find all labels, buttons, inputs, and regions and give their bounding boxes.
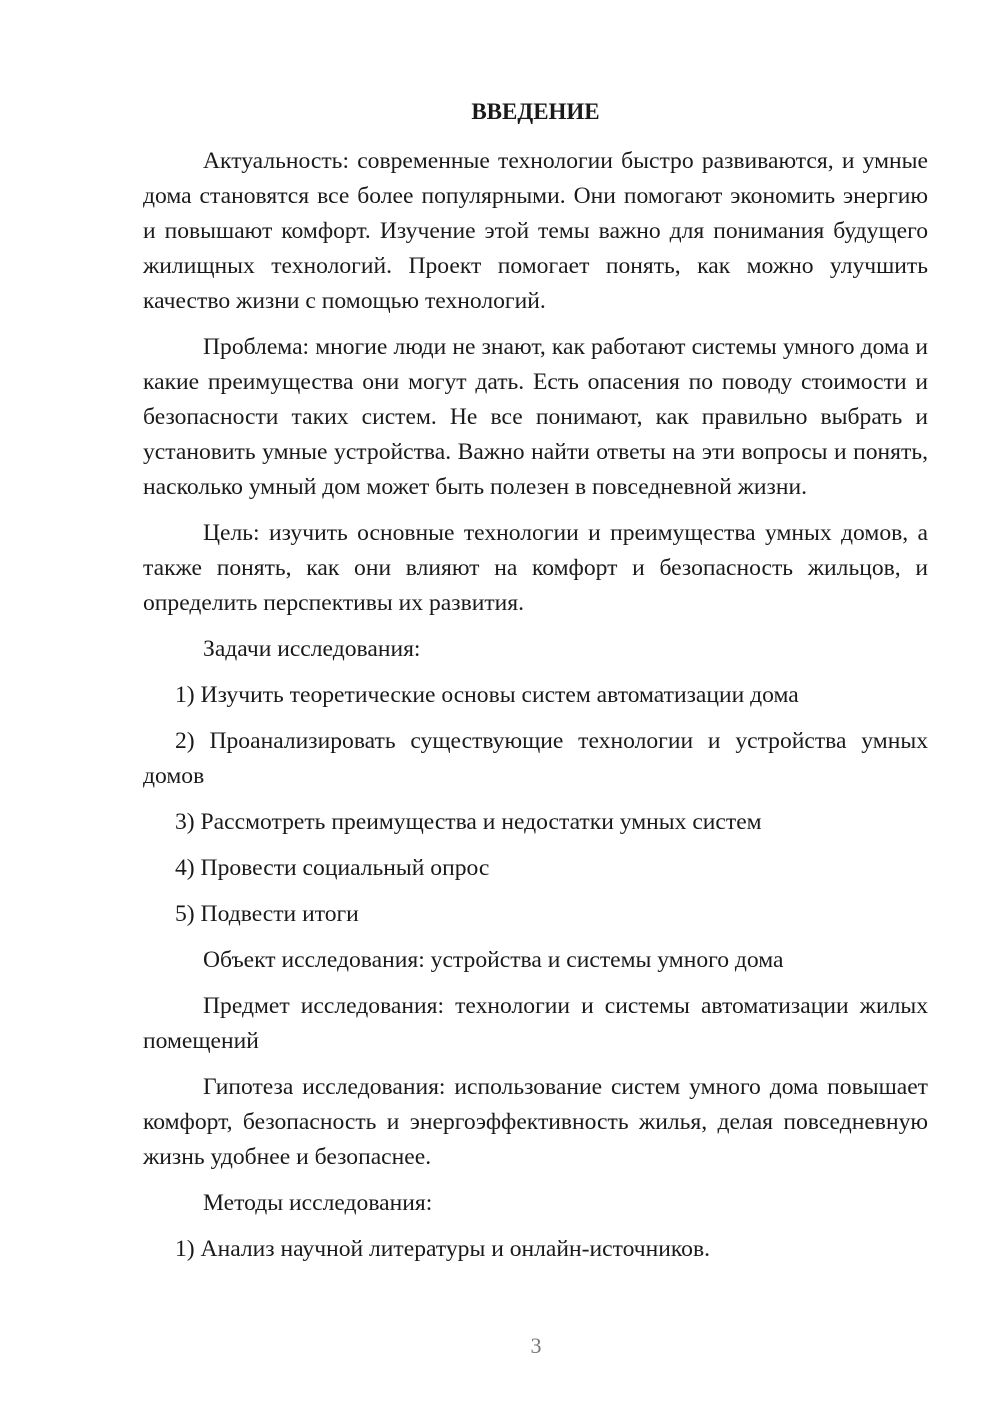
- task-item-4: 4) Провести социальный опрос: [175, 855, 490, 881]
- task-item-3: 3) Рассмотреть преимущества и недостатки умных систем: [175, 809, 762, 835]
- task-item-5: 5) Подвести итоги: [175, 901, 359, 927]
- page-number: 3: [530, 1333, 542, 1358]
- hypothesis-paragraph: Гипотеза исследования: использование систем умного дома повышает комфорт, безопасность и энергоэффективность жилья, делая повседневную жизнь удобнее и безопаснее.: [143, 1074, 928, 1170]
- tasks-heading: Задачи исследования:: [203, 636, 421, 662]
- problem-paragraph: Проблема: многие люди не знают, как работают системы умного дома и какие преимущества они могут дать. Есть опасения по поводу стоимости и безопасности таких систем. Не все понимают, как правильно выбрать и установить умные устройства. Важно найти ответы на эти вопросы и понять, насколько умный дом может быть полезен в повседневной жизни.: [143, 334, 928, 500]
- object-paragraph: Объект исследования: устройства и системы умного дома: [203, 947, 784, 973]
- task-item-1: 1) Изучить теоретические основы систем автоматизации дома: [175, 682, 799, 708]
- subject-paragraph: Предмет исследования: технологии и системы автоматизации жилых помещений: [143, 993, 928, 1054]
- method-item-1: 1) Анализ научной литературы и онлайн-источников.: [175, 1236, 711, 1262]
- task-item-2: 2) Проанализировать существующие технологии и устройства умных домов: [143, 728, 928, 789]
- relevance-paragraph: Актуальность: современные технологии быстро развиваются, и умные дома становятся все более популярными. Они помогают экономить энергию и повышают комфорт. Изучение этой темы важно для понимания будущего жилищных технологий. Проект помогает понять, как можно улучшить качество жизни с помощью технологий.: [143, 148, 928, 314]
- section-title: ВВЕДЕНИЕ: [471, 99, 600, 124]
- goal-paragraph: Цель: изучить основные технологии и преимущества умных домов, а также понять, как они влияют на комфорт и безопасность жильцов, и определить перспективы их развития.: [143, 520, 928, 616]
- methods-heading: Методы исследования:: [203, 1190, 433, 1216]
- page-content: [143, 94, 928, 1278]
